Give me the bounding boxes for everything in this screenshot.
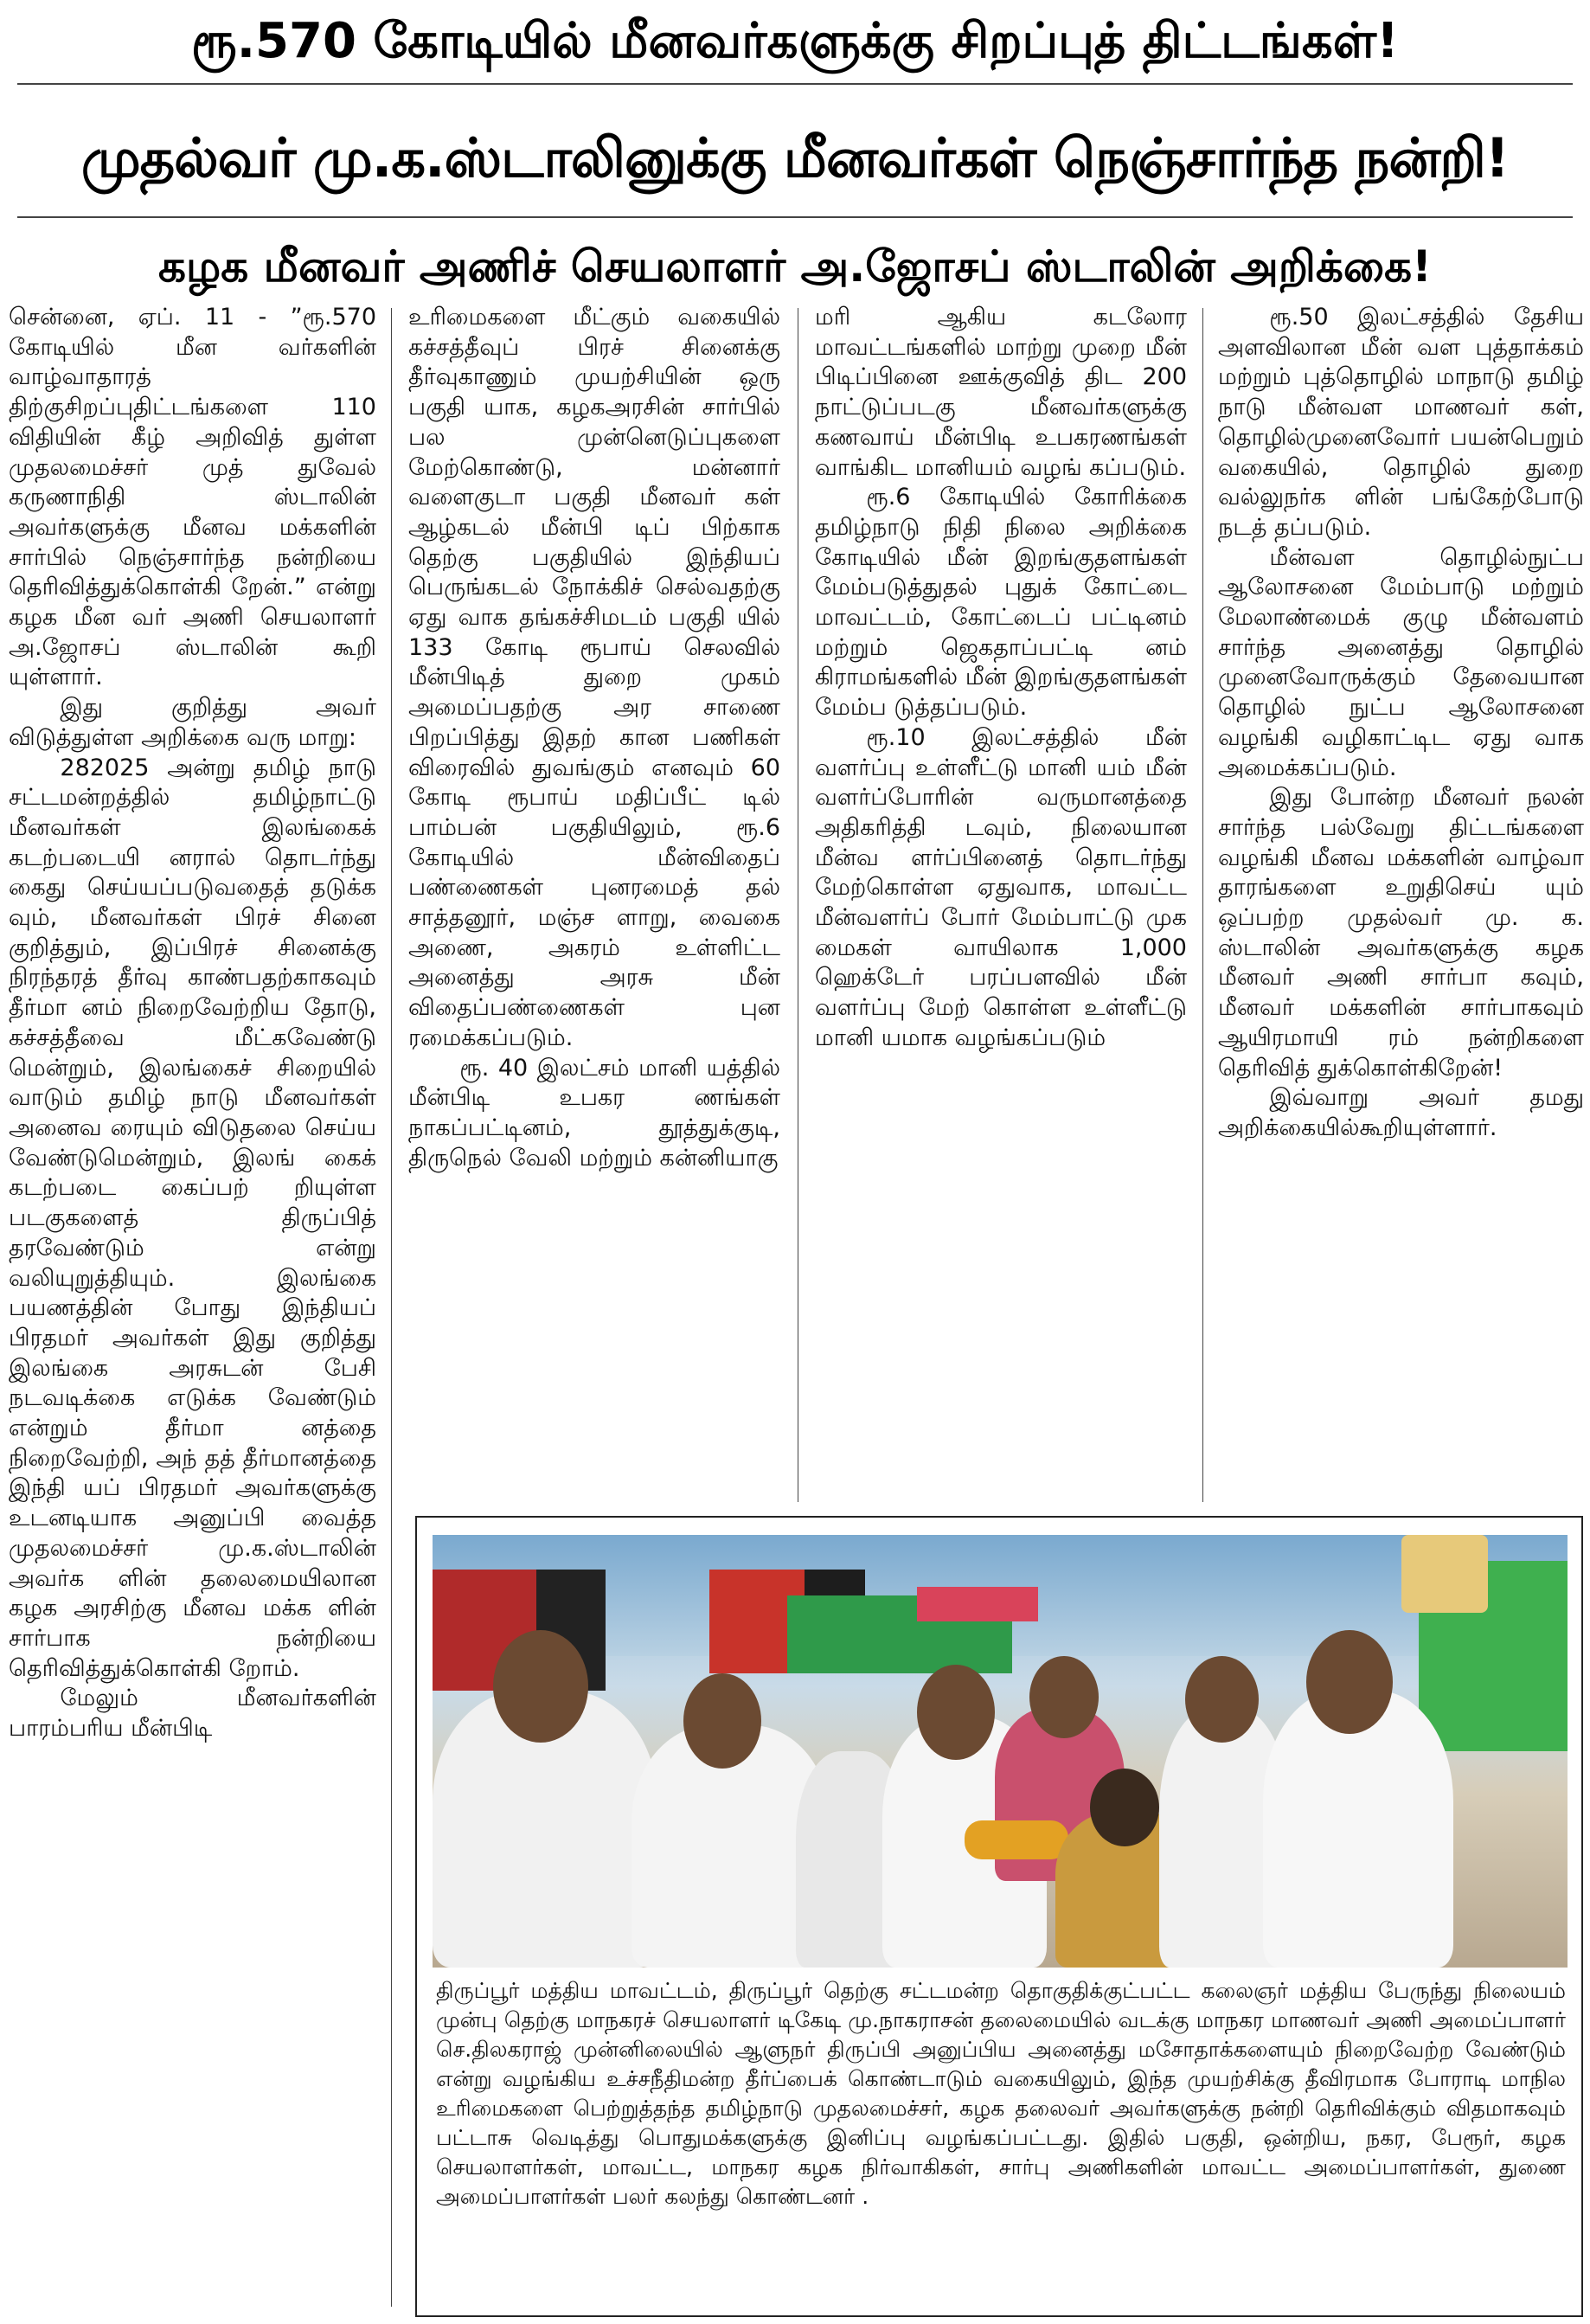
divider xyxy=(17,216,1573,218)
paragraph: ரூ. 40 இலட்சம் மானி யத்தில் மீன்பிடி உபகர ணங்கள் நாகப்பட்டினம், தூத்துக்குடி, திருநெல் வேலி மற்றும் கன்னியாகு xyxy=(408,1054,780,1172)
photo-caption: திருப்பூர் மத்திய மாவட்டம், திருப்பூர் தெற்கு சட்டமன்ற தொகுதிக்குட்பட்ட கலைஞர் மத்திய பேருந்து நிலையம் முன்பு தெற்கு மாநகரச் செயலாளர் டிகேடி மு.நாகராசன் தலைமையில் வடக்கு மாநகர மாணவர் அணி அமைப்பாளர் செ.திலகராஜ் முன்னிலையில் ஆளுநர் திருப்பி அனுப்பிய அனைத்து மசோதாக்களையும் நிறைவேற்ற வேண்டும் என்று வழங்கிய உச்சநீதிமன்ற தீர்ப்பைக் கொண்டாடும் வகையிலும், இந்த முயற்சிக்கு தீவிரமாக போராடி மாநில உரிமைகளை பெற்றுத்தந்த தமிழ்நாடு முதலமைச்சர், கழக தலைவர் அவர்களுக்கு நன்றி தெரிவிக்கும் விதமாகவும் பட்டாசு வெடித்து பொதுமக்களுக்கு இனிப்பு வழங்கப்பட்டது. இதில் பகுதி, ஒன்றிய, நகர, பேரூர், கழக செயலாளர்கள், மாவட்ட, மாநகர கழக நிர்வாகிகள், சார்பு அணிகளின் மாவட்ட அமைப்பாளர்கள், துணை அமைப்பாளர்கள் பலர் கலந்து கொண்டனர் . xyxy=(436,1978,1566,2209)
divider xyxy=(17,83,1573,85)
poster xyxy=(1401,1535,1488,1613)
column-rule xyxy=(391,308,392,2307)
paragraph: மேலும் மீனவர்களின் பாரம்பரிய மீன்பிடி xyxy=(9,1685,376,1743)
article-column-1 xyxy=(9,303,376,2314)
paragraph: சென்னை, ஏப். 11 - ”ரூ.570 கோடியில் மீன வர்களின் வாழ்வாதாரத் திற்குசிறப்புதிட்டங்களை 110 விதியின் கீழ் அறிவித் துள்ள முதலமைச்சர் முத் துவேல் கருணாநிதி ஸ்டாலின் அவர்களுக்கு மீனவ மக்களின் சார்பில் நெஞ்சார்ந்த நன்றியை தெரிவித்துக்கொள்கி றேன்.” என்று கழக மீன வர் அணி செயலாளர் அ.ஜோசப் ஸ்டாலின் கூறி யுள்ளார். xyxy=(9,304,376,691)
paragraph: 282025 அன்று தமிழ் நாடு சட்டமன்றத்தில் தமிழ்நாட்டு மீனவர்கள் இலங்கைக் கடற்படையி னரால் தொடர்ந்து கைது செய்யப்படுவதைத் தடுக்க வும், மீனவர்கள் பிரச் சினை குறித்தும், இப்பிரச் சினைக்கு நிரந்தரத் தீர்வு காண்பதற்காகவும் தீர்மா னம் நிறைவேற்றிய தோடு, கச்சத்தீவை மீட்கவேண்டு மென்றும், இலங்கைச் சிறையில் வாடும் தமிழ் நாடு மீனவர்கள் அனைவ ரையும் விடுதலை செய்ய வேண்டுமென்றும், இலங் கைக் கடற்படை கைப்பற் றியுள்ள படகுகளைத் திருப்பித் தரவேண்டும் என்று வலியுறுத்தியும். இலங்கை பயணத்தின் போது இந்தியப் பிரதமர் அவர்கள் இது குறித்து இலங்கை அரசுடன் பேசி நடவடிக்கை எடுக்க வேண்டும் என்றும் தீர்மா னத்தை நிறைவேற்றி, அந் தத் தீர்மானத்தை இந்தி யப் பிரதமர் அவர்களுக்கு உடனடியாக அனுப்பி வைத்த முதலமைச்சர் மு.க.ஸ்டாலின் அவர்க ளின் தலைமையிலான கழக அரசிற்கு மீனவ மக்க ளின் சார்பாக நன்றியை தெரிவித்துக்கொள்கி றோம். xyxy=(9,754,376,1682)
article-column-3 xyxy=(815,303,1187,1505)
person-head xyxy=(917,1665,995,1760)
person-head xyxy=(1306,1630,1393,1734)
headline-top: ரூ.570 கோடியில் மீனவர்களுக்கு சிறப்புத் திட்டங்கள்! xyxy=(191,13,1399,69)
headline-sub: கழக மீனவர் அணிச் செயலாளர் அ.ஜோசப் ஸ்டாலின் அறிக்கை! xyxy=(158,241,1432,292)
paragraph: இவ்வாறு அவர் தமது அறிக்கையில்கூறியுள்ளார். xyxy=(1218,1084,1584,1141)
photo-box xyxy=(415,1516,1583,2317)
crane xyxy=(917,1587,1038,1621)
person-head xyxy=(683,1673,761,1769)
headline-main: முதல்வர் மு.க.ஸ்டாலினுக்கு மீனவர்கள் நெஞ்சார்ந்த நன்றி! xyxy=(80,126,1510,189)
paragraph: இது குறித்து அவர் விடுத்துள்ள அறிக்கை வரு மாறு: xyxy=(9,694,376,751)
person-head xyxy=(493,1630,588,1743)
paragraph: ரூ.50 இலட்சத்தில் தேசிய அளவிலான மீன் வள புத்தாக்கம் மற்றும் புத்தொழில் மாநாடு தமிழ் நாடு மீன்வள மாணவர் கள், தொழில்முனைவோர் பயன்பெறும் வகையில், தொழில் துறை வல்லுநர்க ளின் பங்கேற்போடு நடத் தப்படும். xyxy=(1218,304,1584,541)
person-head xyxy=(1029,1656,1099,1738)
column-rule xyxy=(1202,308,1203,1502)
person-head xyxy=(1185,1656,1259,1743)
event-photo xyxy=(433,1535,1568,1968)
person-head xyxy=(1090,1769,1159,1846)
paragraph: ரூ.10 இலட்சத்தில் மீன் வளர்ப்பு உள்ளீட்டு மானி யம் மீன் வளர்ப்போரின் வருமானத்தை அதிகரித்தி டவும், நிலையான மீன்வ ளர்ப்பினைத் தொடர்ந்து மேற்கொள்ள ஏதுவாக, மாவட்ட மீன்வளர்ப் போர் மேம்பாட்டு முக மைகள் வாயிலாக 1,000 ஹெக்டேர் பரப்பளவில் மீன் வளர்ப்பு மேற் கொள்ள உள்ளீட்டு மானி யமாக வழங்கப்படும் xyxy=(815,723,1187,1051)
paragraph: மீன்வள தொழில்நுட்ப ஆலோசனை மேம்பாடு மற்றும் மேலாண்மைக் குழு மீன்வளம் சார்ந்த அனைத்து தொழில் முனைவோருக்கும் தேவையான தொழில் நுட்ப ஆலோசனை வழங்கி வழிகாட்டிட ஏது வாக அமைக்கப்படும். xyxy=(1218,543,1584,781)
sweets-tray xyxy=(965,1820,1068,1859)
paragraph: மரி ஆகிய கடலோர மாவட்டங்களில் மாற்று முறை மீன் பிடிப்பினை ஊக்குவித் திட 200 நாட்டுப்படகு மீனவர்களுக்கு கணவாய் மீன்பிடி உபகரணங்கள் வாங்கிட மானியம் வழங் கப்படும். xyxy=(815,304,1187,481)
paragraph: ரூ.6 கோடியில் கோரிக்கை தமிழ்நாடு நிதி நிலை அறிக்கை கோடியில் மீன் இறங்குதளங்கள் மேம்படுத்துதல் புதுக் கோட்டை மாவட்டம், கோட்டைப் பட்டினம் மற்றும் ஜெகதாப்பட்டி னம் கிராமங்களில் மீன் இறங்குதளங்கள் மேம்ப டுத்தப்படும். xyxy=(815,484,1187,722)
article-column-4 xyxy=(1218,303,1584,1505)
article-column-2 xyxy=(408,303,780,1505)
paragraph: உரிமைகளை மீட்கும் வகையில் கச்சத்தீவுப் பிரச் சினைக்கு தீர்வுகாணும் முயற்சியின் ஒரு பகுதி யாக, கழகஅரசின் சார்பில் பல முன்னெடுப்புகளை மேற்கொண்டு, மன்னார் வளைகுடா பகுதி மீனவர் கள் ஆழ்கடல் மீன்பி டிப் பிற்காக தெற்கு பகுதியில் இந்தியப் பெருங்கடல் நோக்கிச் செல்வதற்கு ஏது வாக தங்கச்சிமடம் பகுதி யில் 133 கோடி ரூபாய் செலவில் மீன்பிடித் துறை முகம் அமைப்பதற்கு அர சாணை பிறப்பித்து இதற் கான பணிகள் விரைவில் துவங்கும் எனவும் 60 கோடி ரூபாய் மதிப்பீட் டில் பாம்பன் பகுதியிலும், ரூ.6 கோடியில் மீன்விதைப் பண்ணைகள் புனரமைத் தல் சாத்தனூர், மஞ்ச ளாறு, வைகை அணை, அகரம் உள்ளிட்ட அனைத்து அரசு மீன் விதைப்பண்ணைகள் புன ரமைக்கப்படும். xyxy=(408,304,780,1051)
paragraph: இது போன்ற மீனவர் நலன் சார்ந்த பல்வேறு திட்டங்களை வழங்கி மீனவ மக்களின் வாழ்வா தாரங்களை உறுதிசெய் யும் ஒப்பற்ற முதல்வர் மு. க. ஸ்டாலின் அவர்களுக்கு கழக மீனவர் அணி சார்பா கவும், மீனவர் மக்களின் சார்பாகவும் ஆயிரமாயி ரம் நன்றிகளை தெரிவித் துக்கொள்கிறேன்! xyxy=(1218,784,1584,1082)
